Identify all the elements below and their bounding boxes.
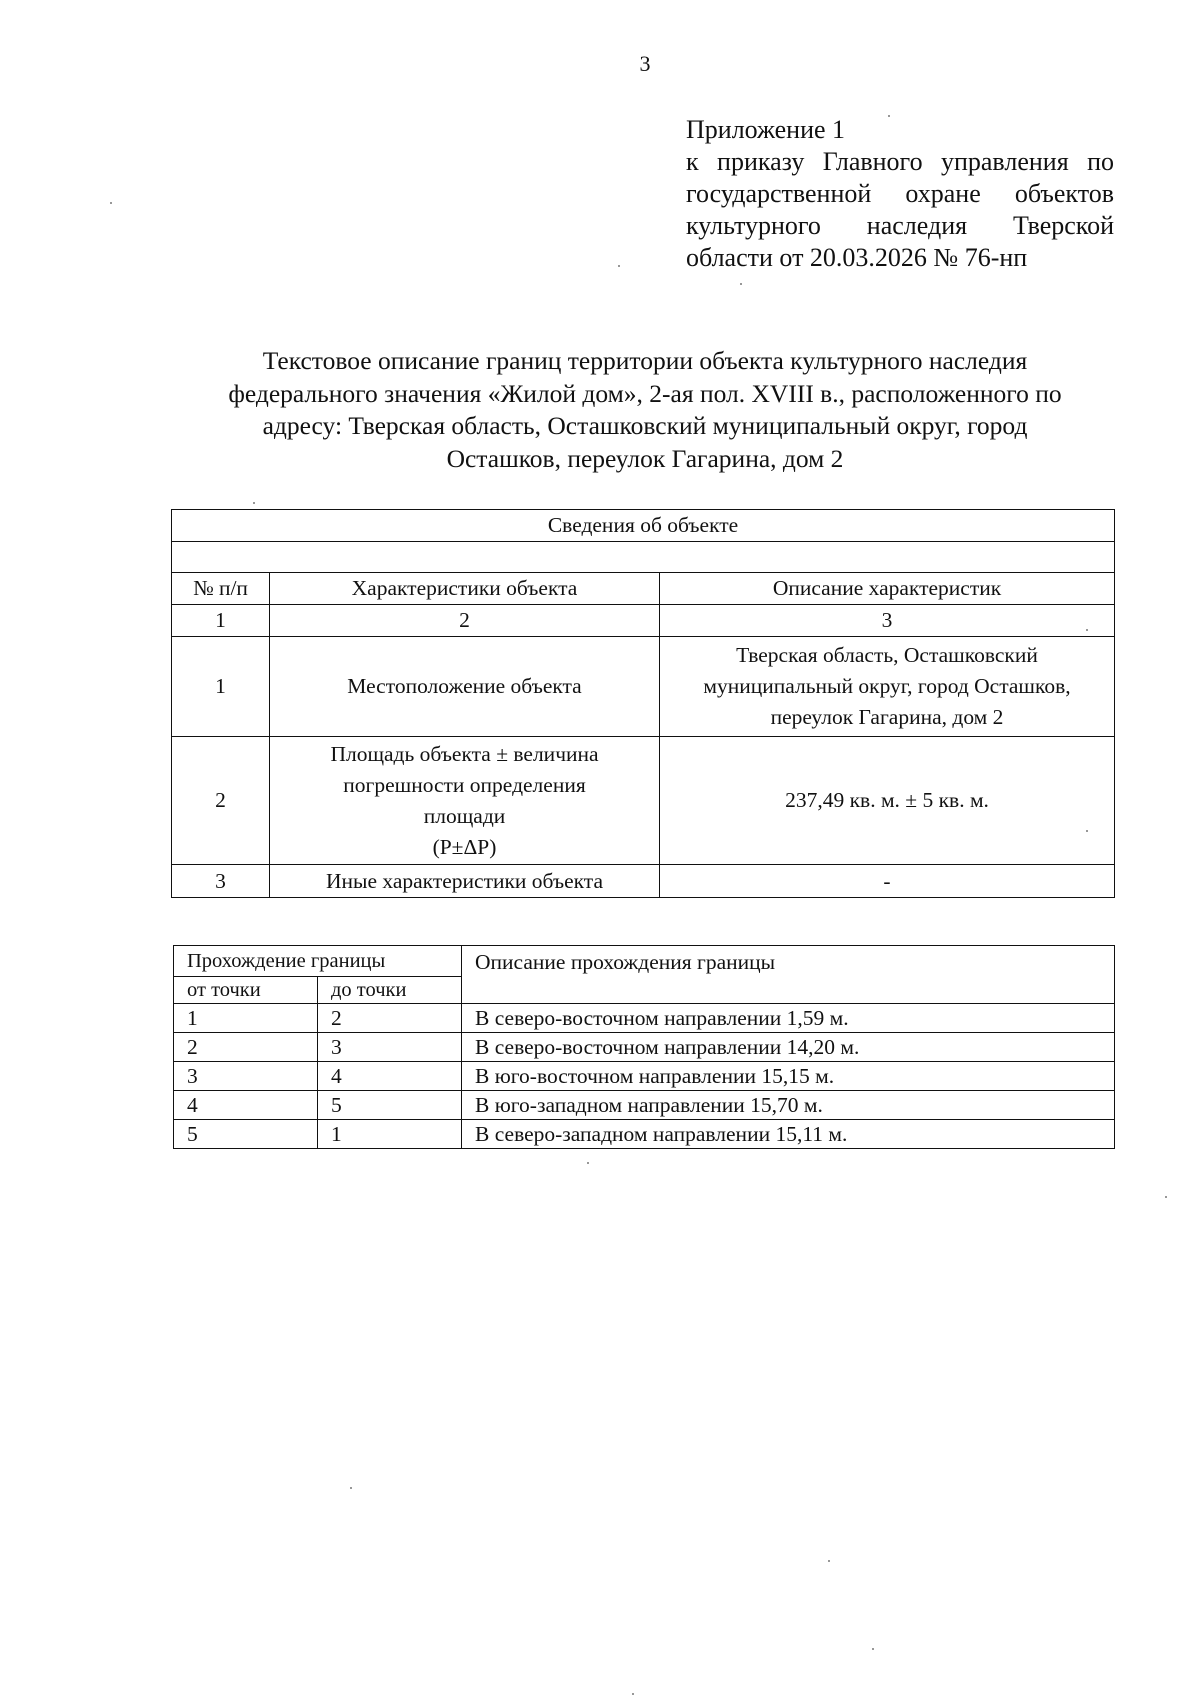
to-point-cell: 3 [318, 1033, 462, 1062]
page-number: 3 [639, 51, 651, 76]
boundary-group-header: Прохождение границы [174, 946, 462, 977]
column-number: 1 [172, 605, 270, 637]
characteristic-cell [270, 737, 660, 865]
description-cell [660, 637, 1115, 737]
scan-speck [828, 1560, 830, 1562]
to-point-cell: 4 [318, 1062, 462, 1091]
scan-speck [888, 115, 890, 117]
header-description: Описание характеристик [660, 573, 1115, 605]
characteristic-cell [270, 637, 660, 737]
description-cell [660, 737, 1115, 865]
title-line: адресу: Тверская область, Осташковский муниципальный округ, город [262, 411, 1028, 440]
from-point-cell: 5 [174, 1120, 318, 1149]
cell-line: Площадь объекта ± величина [330, 741, 599, 766]
cell-line: муниципальный округ, город Осташков, [703, 674, 1071, 698]
scan-speck [632, 1693, 634, 1695]
scan-speck [872, 1648, 874, 1650]
empty-row [172, 542, 1115, 573]
header-characteristic: Характеристики объекта [270, 573, 660, 605]
cell-line: погрешности определения [343, 772, 586, 797]
column-number: 3 [660, 605, 1115, 637]
row-number: 2 [172, 737, 270, 865]
table-row [174, 1091, 1115, 1120]
scan-speck [740, 283, 742, 285]
table-row [174, 1033, 1115, 1062]
title-line: федерального значения «Жилой дом», 2-ая пол. XVIII в., расположенного по [228, 378, 1062, 408]
row-number: 3 [172, 865, 270, 898]
boundary-description-cell: В юго-западном направлении 15,70 м. [462, 1091, 1115, 1120]
document-title [150, 345, 1140, 475]
from-point-cell: 2 [174, 1033, 318, 1062]
cell-line: 237,49 кв. м. ± 5 кв. м. [785, 788, 989, 812]
scan-speck [587, 1162, 589, 1164]
to-point-cell: 5 [318, 1091, 462, 1120]
table-row [174, 1120, 1115, 1149]
scan-speck [1165, 1196, 1167, 1198]
scan-speck [618, 265, 620, 267]
from-point-cell: 4 [174, 1091, 318, 1120]
appendix-order-reference: к приказу Главного управления по государственной охране объектов культурного наследия Тверской области от 20.03.2026 № 76-нп [686, 147, 1114, 272]
description-cell: - [660, 865, 1115, 898]
appendix-header [686, 114, 1114, 274]
title-line: Текстовое описание границ территории объекта культурного наследия [262, 346, 1028, 375]
cell-line: переулок Гагарина, дом 2 [770, 705, 1004, 729]
table-caption: Сведения об объекте [172, 510, 1115, 542]
from-point-cell: 1 [174, 1004, 318, 1033]
cell-line: Тверская область, Осташковский [736, 643, 1038, 667]
scan-speck [350, 1487, 352, 1489]
header-number: № п/п [172, 573, 270, 605]
to-point-header: до точки [318, 977, 462, 1004]
to-point-cell: 2 [318, 1004, 462, 1033]
from-point-cell: 3 [174, 1062, 318, 1091]
title-line: Осташков, переулок Гагарина, дом 2 [446, 443, 844, 473]
table-row [174, 1004, 1115, 1033]
table-row [174, 1062, 1115, 1091]
scan-speck [1086, 830, 1088, 832]
from-point-header: от точки [174, 977, 318, 1004]
cell-line: Местоположение объекта [347, 674, 582, 698]
table-row [172, 865, 1115, 898]
scan-speck [1086, 629, 1088, 631]
table-row [172, 637, 1115, 737]
boundary-table [173, 945, 1115, 1149]
boundary-description-cell: В северо-западном направлении 15,11 м. [462, 1120, 1115, 1149]
table-row [172, 737, 1115, 865]
boundary-description-cell: В северо-восточном направлении 14,20 м. [462, 1033, 1115, 1062]
object-info-table [171, 509, 1115, 898]
scan-speck [110, 202, 112, 204]
to-point-cell: 1 [318, 1120, 462, 1149]
boundary-description-cell: В северо-восточном направлении 1,59 м. [462, 1004, 1115, 1033]
cell-line: площади [423, 803, 506, 828]
boundary-description-cell: В юго-восточном направлении 15,15 м. [462, 1062, 1115, 1091]
characteristic-cell: Иные характеристики объекта [270, 865, 660, 898]
row-number: 1 [172, 637, 270, 737]
cell-line: (P±ΔP) [432, 834, 497, 859]
column-number: 2 [270, 605, 660, 637]
scan-speck [253, 502, 255, 504]
boundary-description-header: Описание прохождения границы [462, 946, 1115, 1004]
appendix-title: Приложение 1 [686, 115, 846, 144]
